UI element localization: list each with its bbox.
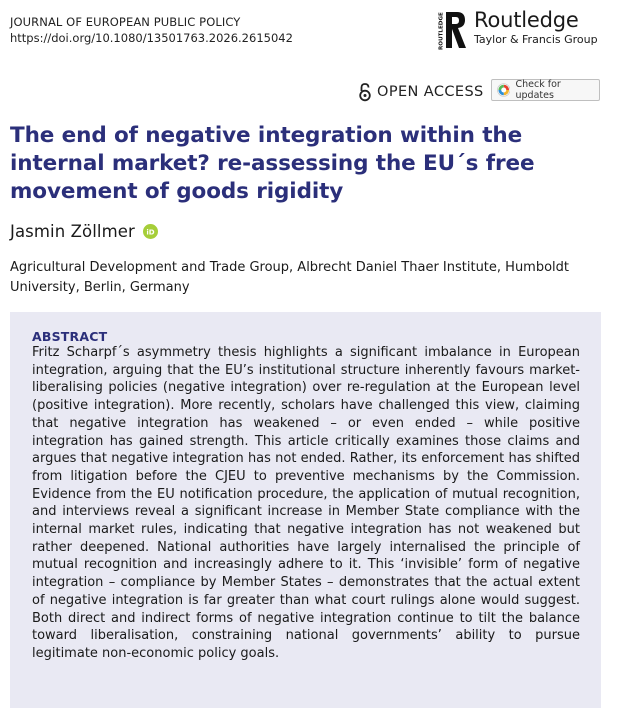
publisher-logo[interactable] xyxy=(436,8,598,52)
doi-link[interactable]: https://doi.org/10.1080/13501763.2026.2615042 xyxy=(10,31,293,45)
journal-name: JOURNAL OF EUROPEAN PUBLIC POLICY xyxy=(10,15,241,29)
abstract-heading: ABSTRACT xyxy=(32,329,108,344)
journal-header xyxy=(10,14,293,47)
author-row xyxy=(10,222,158,241)
abstract-text: Fritz Scharpf´s asymmetry thesis highlights a significant imbalance in European integration, arguing that the EU’s institutional structure inherently favours market-liberalising policies (negative integration) over re-regulation at the European level (positive integration). More recently, scholars have challenged this view, claiming that negative integration has weakened – or even ended – while positive integration has gained strength. This article critically examines those claims and argues that negative integration has not ended. Rather, its enforcement has shifted from litigation before the CJEU to preventive mechanisms by the Commission. Evidence from the EU notification procedure, the application of mutual recognition, and interviews reveal a significant increase in Member State compliance with the internal market rules, indicating that negative integration has not weakened but rather deepened. National authorities have largely internalised the principle of mutual recognition and increasingly adhere to it. This ‘invisible’ form of negative integration – compliance by Member States – demonstrates that the actual extent of negative integration is far greater than what court rulings alone would suggest. Both direct and indirect forms of negative integration continue to tilt the balance toward liberalisation, constraining national governments’ ability to pursue legitimate non-economic policy goals. xyxy=(32,345,580,661)
check-for-updates-label: Check for updates xyxy=(515,79,561,101)
author-name[interactable]: Jasmin Zöllmer xyxy=(10,222,135,241)
svg-text:iD: iD xyxy=(146,227,155,237)
open-access-badge xyxy=(358,82,484,102)
svg-text:ROUTLEDGE: ROUTLEDGE xyxy=(438,12,444,50)
routledge-logo-icon xyxy=(436,8,468,52)
author-affiliation: Agricultural Development and Trade Group, Albrecht Daniel Thaer Institute, Humboldt University, Berlin, Germany xyxy=(10,260,570,295)
orcid-icon[interactable] xyxy=(143,224,158,239)
publisher-name: Routledge xyxy=(474,8,579,32)
open-access-label: OPEN ACCESS xyxy=(377,84,484,100)
open-lock-icon xyxy=(358,82,372,102)
publisher-subtitle: Taylor & Francis Group xyxy=(474,33,598,46)
crossmark-icon xyxy=(497,83,510,97)
article-title: The end of negative integration within the internal market? re-assessing the EU´s free movement of goods rigidity xyxy=(10,123,535,204)
check-for-updates-button[interactable] xyxy=(491,79,600,101)
abstract-box xyxy=(10,312,601,708)
